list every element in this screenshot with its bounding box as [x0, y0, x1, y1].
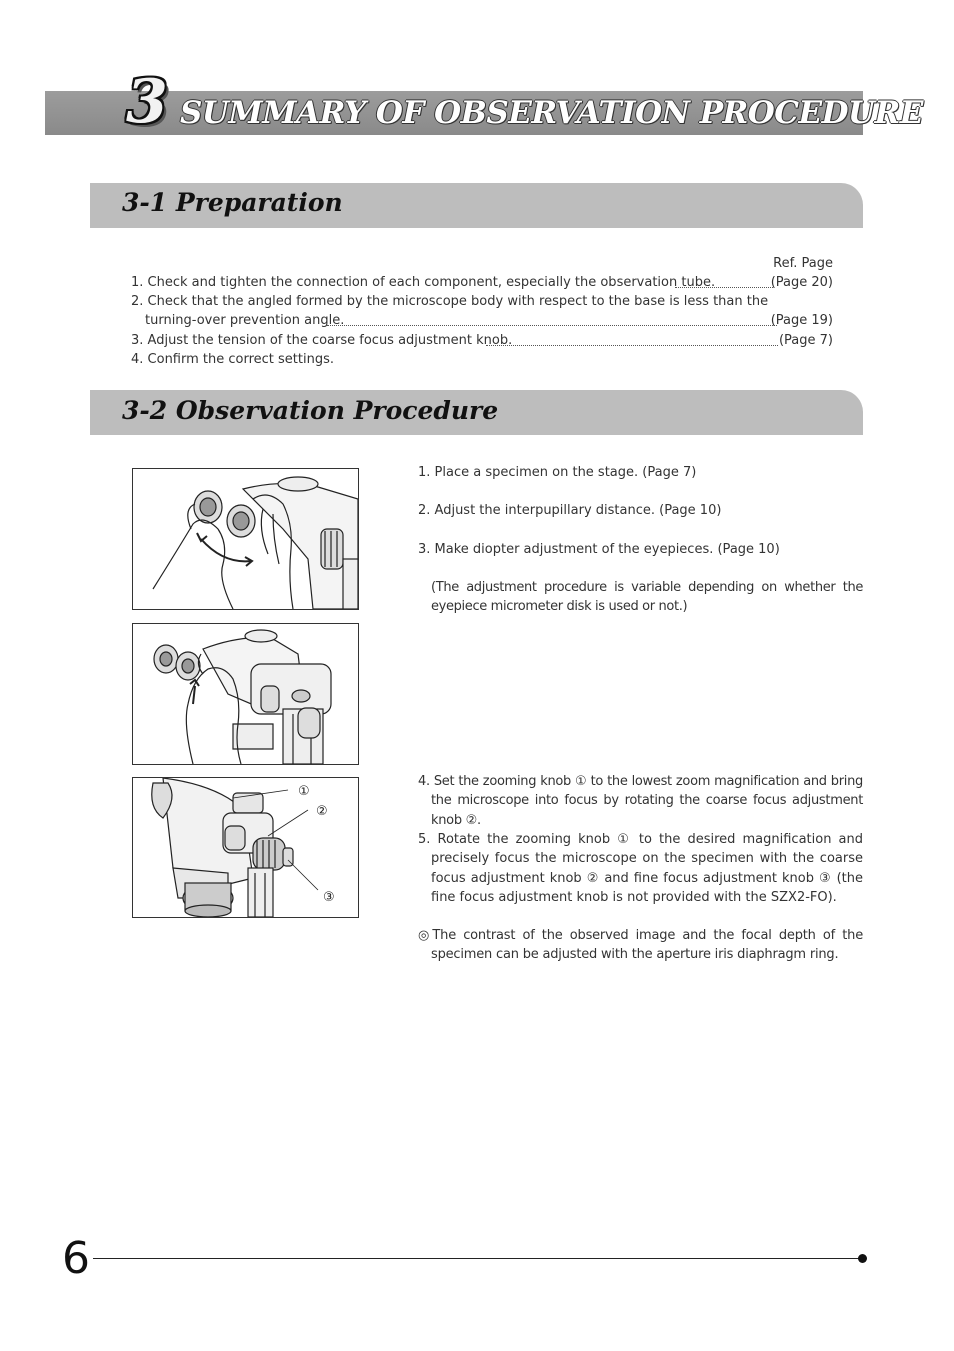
- section-title-preparation: 3-1 Preparation: [122, 188, 343, 217]
- leader-dots: [675, 287, 773, 288]
- leader-dots: [486, 345, 778, 346]
- leader-dots: [327, 325, 777, 326]
- step-1: 1. Place a specimen on the stage. (Page 7): [418, 465, 697, 480]
- prep-item-3: 3. Adjust the tension of the coarse focus adjustment knob.: [131, 333, 513, 348]
- illustration-hands-on-eyepieces: [133, 469, 358, 609]
- step-3-note: (The adjustment procedure is variable depending on whether the eyepiece micrometer disk is used or not.): [431, 580, 863, 615]
- section-title-observation: 3-2 Observation Procedure: [122, 396, 499, 425]
- prep-item-2-ref: (Page 19): [770, 313, 833, 328]
- step-3: 3. Make diopter adjustment of the eyepieces. (Page 10): [418, 542, 780, 557]
- note-contrast: ◎The contrast of the observed image and the focal depth of the specimen can be adjusted with the aperture iris diaphragm ring.: [418, 928, 863, 963]
- step-2: 2. Adjust the interpupillary distance. (Page 10): [418, 503, 722, 518]
- figure-diopter-adjustment: [132, 623, 359, 765]
- callout-2: ②: [316, 804, 328, 819]
- chapter-number: 3: [126, 67, 168, 137]
- footer-dot: [858, 1254, 867, 1263]
- step-5: 5. Rotate the zooming knob ① to the desired magnification and precisely focus the microscope on the specimen with the coarse focus adjustment knob ② and fine focus adjustment knob ③ (the fine focus adjustment knob is not provided with the SZX2-FO).: [418, 832, 863, 905]
- callout-1: ①: [298, 784, 310, 799]
- page-number: 6: [62, 1233, 90, 1284]
- footer-rule: [93, 1258, 861, 1259]
- ref-page-header: Ref. Page: [773, 256, 833, 271]
- illustration-zoom-focus-knobs: [133, 778, 358, 917]
- step-4: 4. Set the zooming knob ① to the lowest zoom magnification and bring the microscope into focus by rotating the coarse focus adjustment knob ②.: [418, 774, 863, 828]
- prep-item-2-cont: turning-over prevention angle.: [145, 313, 345, 328]
- prep-item-4: 4. Confirm the correct settings.: [131, 352, 334, 367]
- prep-item-1: 1. Check and tighten the connection of each component, especially the observation tube.: [131, 275, 716, 290]
- illustration-diopter-ring: [133, 624, 358, 764]
- prep-item-3-ref: (Page 7): [778, 333, 833, 348]
- callout-3: ③: [323, 890, 335, 905]
- prep-item-2: 2. Check that the angled formed by the microscope body with respect to the base is less than the: [131, 294, 769, 309]
- figure-focus-knobs: [132, 777, 359, 918]
- chapter-title: SUMMARY OF OBSERVATION PROCEDURE: [180, 95, 923, 131]
- figure-interpupillary-adjustment: [132, 468, 359, 610]
- prep-item-1-ref: (Page 20): [770, 275, 833, 290]
